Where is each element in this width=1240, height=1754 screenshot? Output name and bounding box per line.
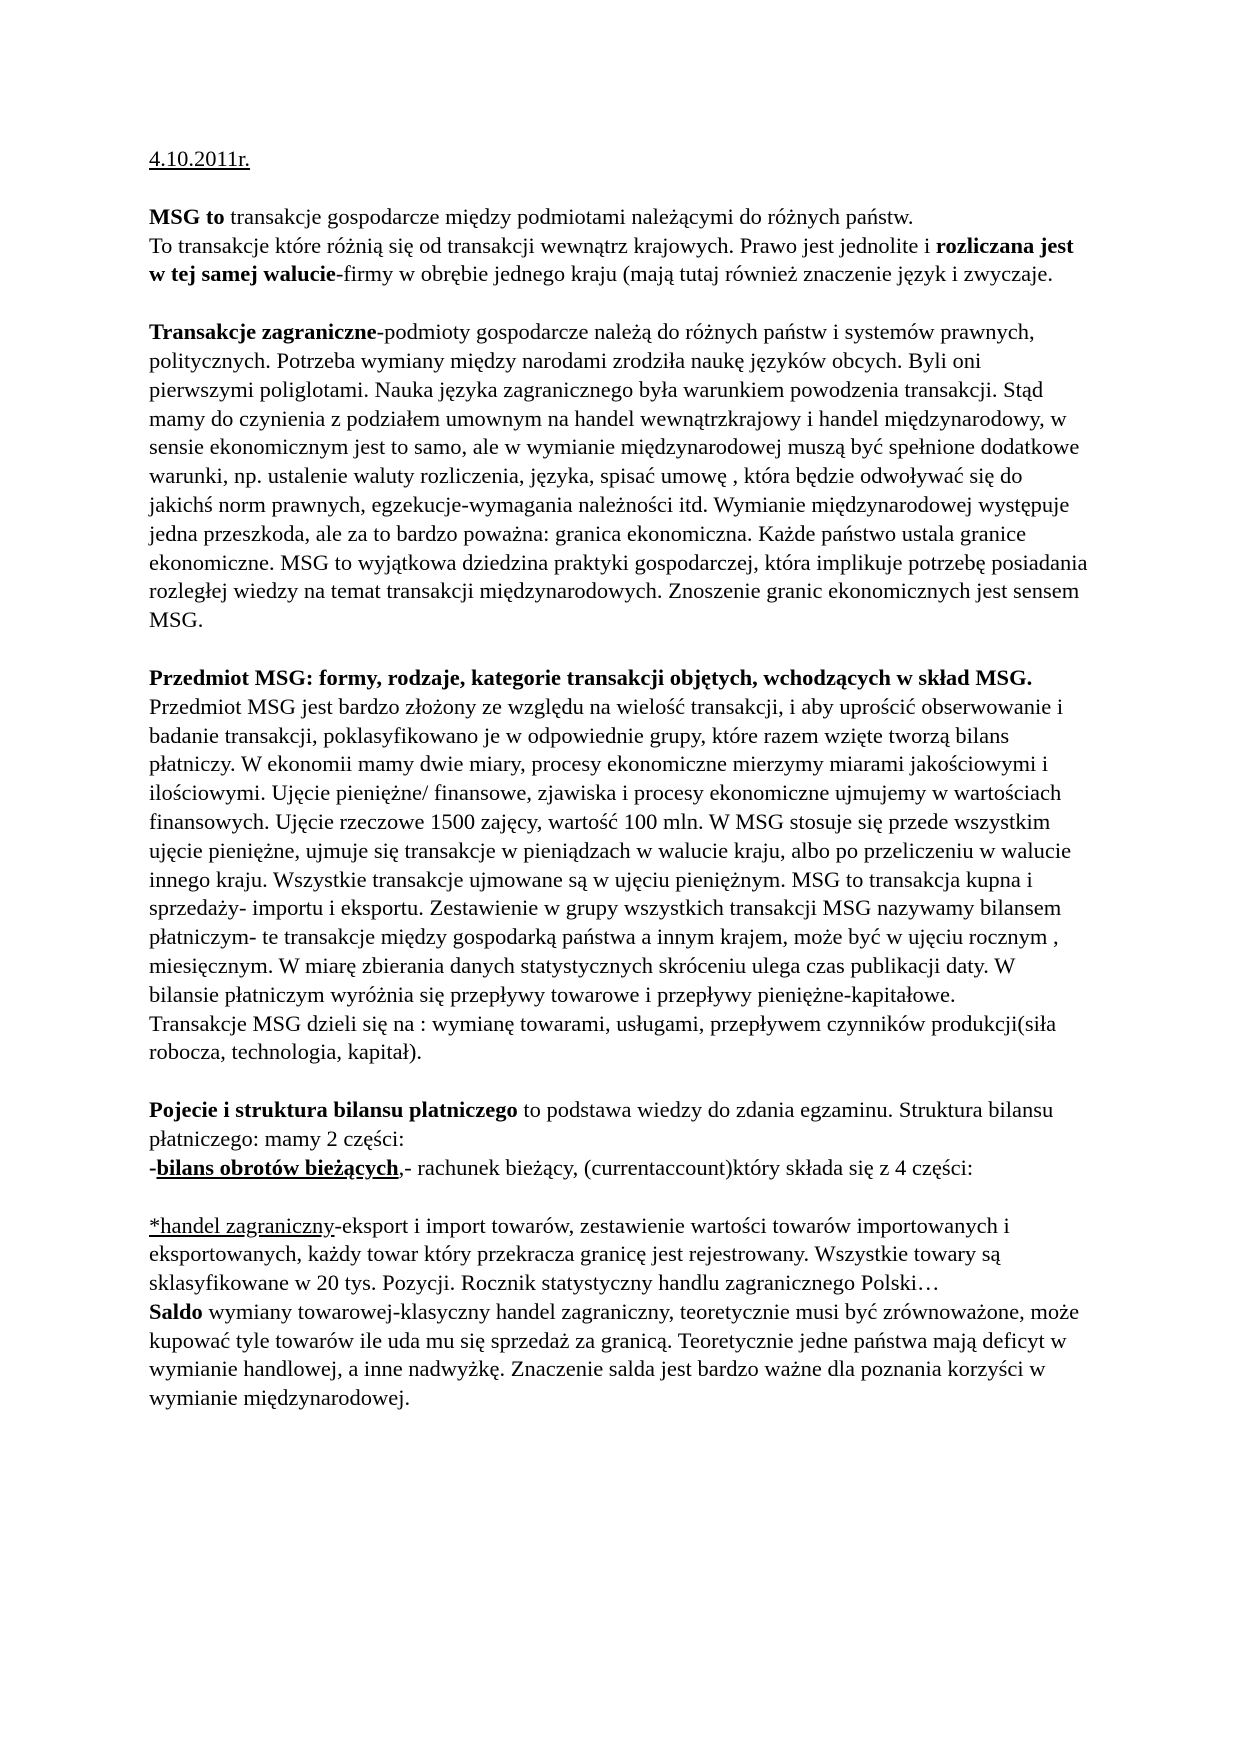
document-date: 4.10.2011r. <box>149 146 251 171</box>
term-handel-zagraniczny: *handel zagraniczny <box>149 1212 335 1238</box>
term-transakcje-zagraniczne: Transakcje zagraniczne <box>149 319 377 345</box>
paragraph-bilans-platniczy: Pojecie i struktura bilansu platniczego to podstawa wiedzy do zdania egzaminu. Struktura bilansu płatniczego: mamy 2 części: -bilans obrotów bieżących,- rachunek bieżący, (currentaccount)który składa się z 4 części: <box>149 1097 1054 1180</box>
paragraph-saldo: Saldo wymiany towarowej-klasyczny handel zagraniczny, teoretycznie musi być zrównoważone, może kupować tyle towarów ile uda mu się sprzedaż za granicą. Teoretycznie jedne państwa mają deficyt w wymianie handlowej, a inne nadwyżkę. Znaczenie salda jest bardzo ważne dla poznania korzyści w wymianie międzynarodowej. <box>149 1298 1080 1411</box>
document-page <box>149 145 1089 1413</box>
term-msg: MSG to <box>149 203 225 229</box>
term-saldo: Saldo <box>149 1298 203 1324</box>
paragraph-przedmiot-msg: Przedmiot MSG jest bardzo złożony ze względu na wielość transakcji, i aby uprościć obserwowanie i badanie transakcji, poklasyfikowano je w odpowiednie grupy, które razem wzięte tworzą bilans płatniczy. W ekonomii mamy dwie miary, procesy ekonomiczne mierzymy miarami jakościowymi i ilościowymi. Ujęcie pieniężne/ finansowe, zjawiska i procesy ekonomiczne ujmujemy w wartościach finansowych. Ujęcie rzeczowe 1500 zajęcy, wartość 100 mln. W MSG stosuje się przede wszystkim ujęcie pieniężne, ujmuje się transakcje w pieniądzach w walucie kraju, albo po przeliczeniu w walucie innego kraju. Wszystkie transakcje ujmowane są w ujęciu pieniężnym. MSG to transakcja kupna i sprzedaży- importu i eksportu. Zestawienie w grupy wszystkich transakcji MSG nazywamy bilansem płatniczym- te transakcje między gospodarką państwa a innym krajem, może być w ujęciu rocznym , miesięcznym. W miarę zbierania danych statystycznych skróceniu ulega czas publikacji daty. W bilansie płatniczym wyróżnia się przepływy towarowe i przepływy pieniężne-kapitałowe. <box>149 693 1072 1007</box>
term-rozliczana: rozliczana jest w tej samej walucie <box>149 232 1074 287</box>
paragraph-transakcje-msg: Transakcje MSG dzieli się na : wymianę towarami, usługami, przepływem czynników produkcji(siła robocza, technologia, kapitał). <box>149 1010 1057 1065</box>
paragraph-transakcje-zagraniczne: Transakcje zagraniczne-podmioty gospodarcze należą do różnych państw i systemów prawnych, politycznych. Potrzeba wymiany między narodami zrodziła naukę języków obcych. Byli oni pierwszymi poliglotami. Nauka języka zagranicznego była warunkiem powodzenia transakcji. Stąd mamy do czynienia z podziałem umownym na handel wewnątrzkrajowy i handel międzynarodowy, w sensie ekonomicznym jest to samo, ale w wymianie międzynarodowej muszą być spełnione dodatkowe warunki, np. ustalenie waluty rozliczenia, języka, spisać umowę , która będzie odwoływać się do jakichś norm prawnych, egzekucje-wymagania należności itd. Wymianie międzynarodowej występuje jedna przeszkoda, ale za to bardzo poważna: granica ekonomiczna. Każde państwo ustala granice ekonomiczne. MSG to wyjątkowa dziedzina praktyki gospodarczej, która implikuje potrzebę posiadania rozległej wiedzy na temat transakcji międzynarodowych. Znoszenie granic ekonomicznych jest sensem MSG. <box>149 319 1088 633</box>
term-bilans-platniczy: Pojecie i struktura bilansu platniczego <box>149 1097 518 1123</box>
paragraph-msg-definition: MSG to transakcje gospodarcze między podmiotami należącymi do różnych państw. To transakcje które różnią się od transakcji wewnątrz krajowych. Prawo jest jednolite i rozliczana jest w tej samej walucie-firmy w obrębie jednego kraju (mają tutaj również znaczenie język i zwyczaje. <box>149 203 1074 287</box>
section-heading-przedmiot-msg: Przedmiot MSG: formy, rodzaje, kategorie transakcji objętych, wchodzących w skład MSG. <box>149 664 1033 690</box>
term-bilans-obrotow: bilans obrotów bieżących <box>156 1154 399 1180</box>
paragraph-handel-zagraniczny: *handel zagraniczny-eksport i import towarów, zestawienie wartości towarów importowanych i eksportowanych, każdy towar który przekracza granicę jest rejestrowany. Wszystkie towary są sklasyfikowane w 20 tys. Pozycji. Rocznik statystyczny handlu zagranicznego Polski… <box>149 1212 1010 1296</box>
